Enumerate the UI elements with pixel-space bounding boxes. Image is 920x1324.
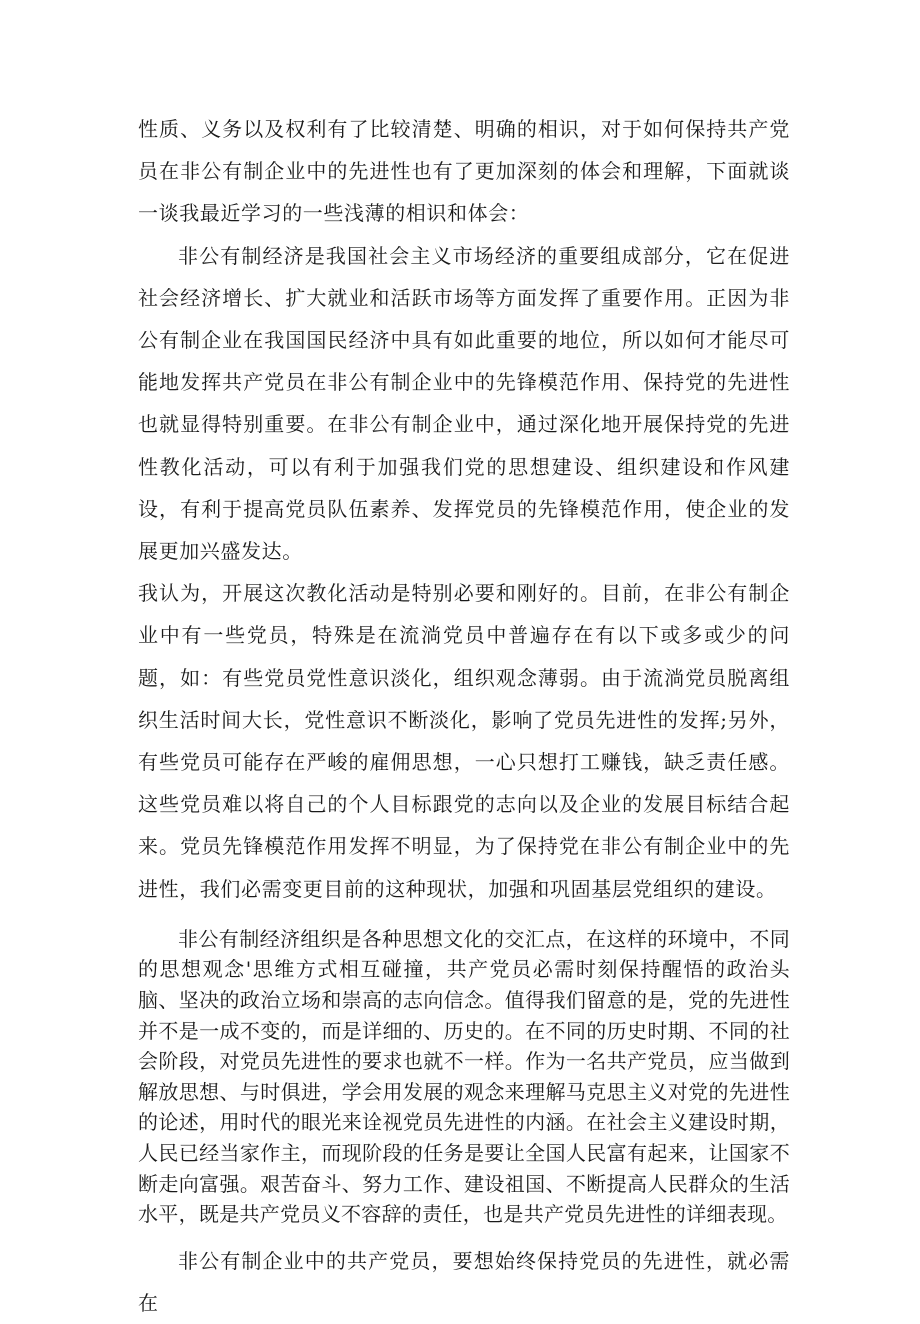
paragraph-5: 非公有制企业中的共产党员，要想始终保持党员的先进性，就必需在 — [138, 1248, 790, 1315]
paragraph-4: 非公有制经济组织是各种思想文化的交汇点，在这样的环境中，不同的思想观念'思维方式相互碰撞，共产党员必需时刻保持醒悟的政治头脑、坚决的政治立场和崇高的志向信念。值得我们留意的是，党的先进性并不是一成不变的，而是详细的、历史的。在不同的历史时期、不同的社会阶段，对党员先进性的要求也就不一样。作为一名共产党员，应当做到解放思想、与时俱进，学会用发展的观念来理解马克思主义对党的先进性的论述，用时代的眼光来诠视党员先进性的内涵。在社会主义建设时期，人民已经当家作主，而现阶段的任务是要让全国人民富有起来，让国家不断走向富强。艰苦奋斗、努力工作、建设祖国、不断提高人民群众的生活水平，既是共产党员义不容辞的责任，也是共产党员先进性的详细表现。 — [138, 926, 790, 1227]
document-page — [138, 108, 790, 1324]
paragraph-2: 非公有制经济是我国社会主义市场经济的重要组成部分，它在促进社会经济增长、扩大就业和活跃市场等方面发挥了重要作用。正因为非公有制企业在我国国民经济中具有如此重要的地位，所以如何才能尽可能地发挥共产党员在非公有制企业中的先锋模范作用、保持党的先进性也就显得特别重要。在非公有制企业中，通过深化地开展保持党的先进性教化活动，可以有利于加强我们党的思想建设、组织建设和作风建设，有利于提高党员队伍素养、发挥党员的先锋模范作用，使企业的发展更加兴盛发达。 — [138, 243, 790, 564]
paragraph-3: 我认为，开展这次教化活动是特别必要和刚好的。目前，在非公有制企业中有一些党员，特殊是在流淌党员中普遍存在有以下或多或少的问题，如：有些党员党性意识淡化，组织观念薄弱。由于流淌党员脱离组织生活时间大长，党性意识不断淡化，影响了党员先进性的发挥;另外，有些党员可能存在严峻的雇佣思想，一心只想打工赚钱，缺乏责任感。这些党员难以将自己的个人目标跟党的志向以及企业的发展目标结合起来。党员先锋模范作用发挥不明显，为了保持党在非公有制企业中的先进性，我们必需变更目前的这种现状，加强和巩固基层党组织的建设。 — [138, 581, 790, 901]
paragraph-1: 性质、义务以及权利有了比较清楚、明确的相识，对于如何保持共产党员在非公有制企业中的先进性也有了更加深刻的体会和理解，下面就谈一谈我最近学习的一些浅薄的相识和体会： — [138, 117, 790, 226]
